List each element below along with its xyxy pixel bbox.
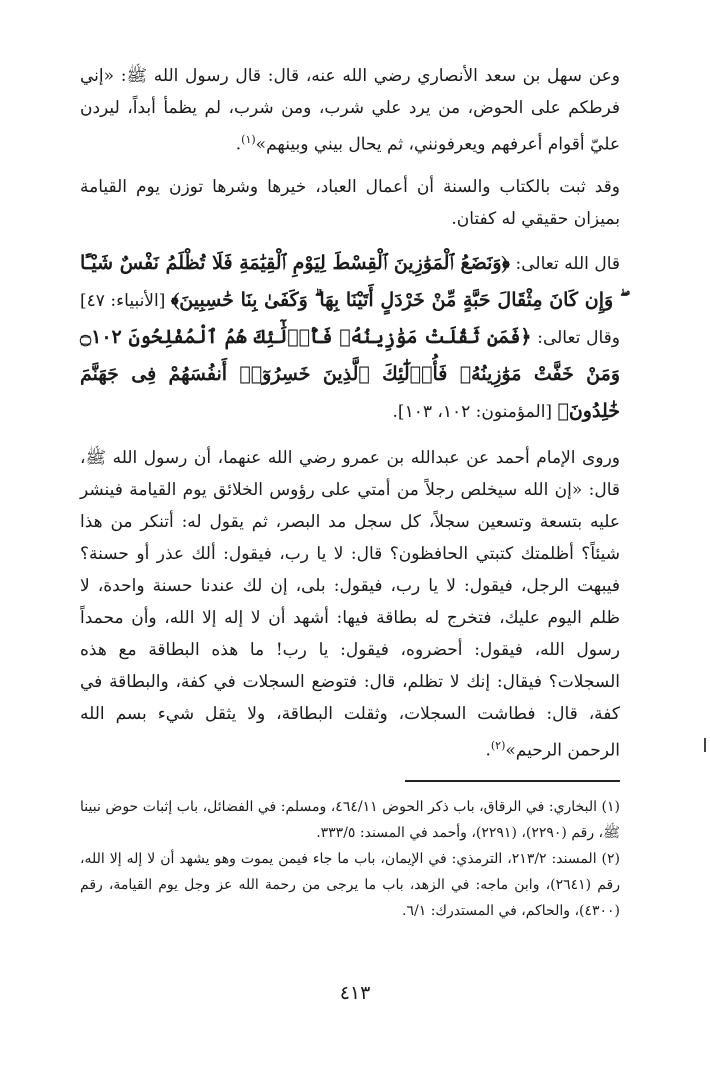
footnote-ref-2: (٢) xyxy=(490,738,506,752)
verse-ref-muminun: [المؤمنون: ١٠٢، ١٠٣]. xyxy=(392,401,558,422)
quran-verses xyxy=(80,245,620,430)
paragraph-bitaqa-text: وروى الإمام أحمد عن عبدالله بن عمرو رضي الله عنهما، أن رسول الله ﷺ، قال: «إن الله سيخلص رجلاً من أمتي على رؤوس الخلائق يوم القيامة فينشر عليه بتسعة وتسعين سجلاً، كل سجل مد البصر، ثم يقول له: أتنكر من هذا شيئاً؟ أظلمتك كتبتي الحافظون؟ قال: لا يا رب، فيقول: ألك عذر أو حسنة؟ فيبهت الرجل، فيقول: لا يا رب، فيقول: بلى، إن لك عندنا حسنة واحدة، لا ظلم اليوم عليك، فتخرج له بطاقة فيها: أشهد أن لا إله إلا الله، وأن محمداً رسول الله، فيقول: أحضروه، فيقول: يا رب! ما هذه البطاقة مع هذه السجلات؟ فيقال: إنك لا تظلم، قال: فتوضع السجلات في كفة، والبطاقة في كفة، قال: فطاشت السجلات، وثقلت البطاقة، ولا يثقل شيء بسم الله الرحمن الرحيم» xyxy=(80,447,620,761)
verse-intro-1: قال الله تعالى: xyxy=(509,253,621,274)
paragraph-hawd-text: وعن سهل بن سعد الأنصاري رضي الله عنه، قال: قال رسول الله ﷺ: «إني فرطكم على الحوض، من يرد علي شرب، ومن شرب، لم يظمأ أبداً، ليردن عليّ أقوام أعرفهم ويعرفونني، ثم يحال بيني وبينهم» xyxy=(80,66,620,155)
footnote-2: (٢) المسند: ٢١٣/٢، الترمذي: في الإيمان، باب ما جاء فيمن يموت وهو يشهد أن لا إله إلا الله، رقم (٢٦٤١)، وابن ماجه: في الزهد، باب ما يرجى من رحمة الله عز وجل يوم القيامة، رقم (٤٣٠٠)، والحاكم، في المستدرك: ٦/١. xyxy=(80,851,621,920)
page-body xyxy=(80,60,620,924)
footnote-ref-1: (١) xyxy=(241,133,256,146)
paragraph-hawd: وعن سهل بن سعد الأنصاري رضي الله عنه، قال: قال رسول الله ﷺ: «إني فرطكم على الحوض، من يرد علي شرب، ومن شرب، لم يظمأ أبداً، ليردن عليّ أقوام أعرفهم ويعرفونني، ثم يحال بيني وبينهم»$^{(١)}$. xyxy=(80,66,620,155)
page-number: ٤١٣ xyxy=(339,982,371,1004)
footnote-1: (١) البخاري: في الرقاق، باب ذكر الحوض ٤٦٤/١١، ومسلم: في الفضائل، باب إثبات حوض نبينا ﷺ، رقم (٢٢٩٠)، (٢٢٩١)، وأحمد في المسند: ٣٣٣/٥. xyxy=(80,799,620,842)
verse-ref-anbiya: [الأنبياء: ٤٧] xyxy=(80,290,171,311)
verse-intro-2: وقال تعالى: xyxy=(531,327,620,348)
edge-mark xyxy=(704,738,706,752)
footnote-divider xyxy=(405,780,620,782)
paragraph-mizan: وقد ثبت بالكتاب والسنة أن أعمال العباد، خيرها وشرها توزن يوم القيامة بميزان حقيقي له كفتان. xyxy=(80,176,620,229)
quran-verse-anbiya: ﴿وَنَضَعُ ٱلْمَوَٰزِينَ ٱلْقِسْطَ لِيَوْمِ ٱلْقِيَٰمَةِ فَلَا تُظْلَمُ نَفْسٌ شَيْـًٔا ۖ وَإِن كَانَ مِثْقَالَ حَبَّةٍ مِّنْ خَرْدَلٍ أَتَيْنَا بِهَا ۗ وَكَفَىٰ بِنَا حَٰسِبِينَ﴾ xyxy=(80,251,620,311)
quran-verse-muminun: ﴿فَمَن ثَقُلَتْ مَوَٰزِينُهُۥ فَأُو۟لَٰٓئِكَ هُمُ ٱلْمُفْلِحُونَ ۝١٠٢ وَمَنْ خَفَّتْ مَوَٰزِينُهُۥ فَأُو۟لَٰٓئِكَ ٱلَّذِينَ خَسِرُوٓا۟ أَنفُسَهُمْ فِى جَهَنَّمَ خَٰلِدُونَ﴾ xyxy=(80,325,620,422)
paragraph-bitaqa: وروى الإمام أحمد عن عبدالله بن عمرو رضي الله عنهما، أن رسول الله ﷺ، قال: «إن الله سيخلص رجلاً من أمتي على رؤوس الخلائق يوم القيامة فينشر عليه بتسعة وتسعين سجلاً، كل سجل مد البصر، ثم يقول له: أتنكر من هذا شيئاً؟ أظلمتك كتبتي الحافظون؟ قال: لا يا رب، فيقول: ألك عذر أو حسنة؟ فيبهت الرجل، فيقول: لا يا رب، فيقول: بلى، إن لك عندنا حسنة واحدة، لا ظلم اليوم عليك، فتخرج له بطاقة فيها: أشهد أن لا إله إلا الله، وأن محمداً رسول الله، فيقول: أحضروه، فيقول: يا رب! ما هذه البطاقة مع هذه السجلات؟ فيقال: إنك لا تظلم، قال: فتوضع السجلات في كفة، والبطاقة في كفة، قال: فطاشت السجلات، وثقلت البطاقة، ولا يثقل شيء بسم الله الرحمن الرحيم»$^{(٢)}$. xyxy=(80,447,620,761)
